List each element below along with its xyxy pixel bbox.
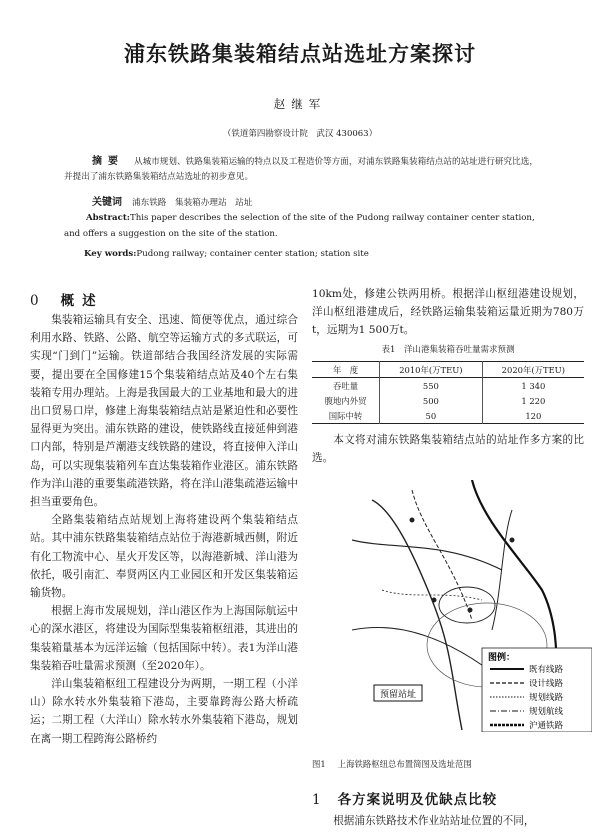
figure-1-caption-text: 上海铁路枢纽总布置简图及选址范围 bbox=[337, 759, 472, 769]
paragraph: 本文将对浦东铁路集装箱结点站的站址作多方案的比选。 bbox=[312, 434, 584, 465]
paper-title: 浦东铁路集装箱结点站选址方案探讨 bbox=[124, 41, 476, 66]
legend-item: 规划线路 bbox=[529, 693, 564, 703]
section-0-number: 0 bbox=[30, 293, 47, 309]
keywords-en bbox=[84, 249, 554, 259]
keywords-en-label: Key words: bbox=[84, 249, 137, 259]
right-column-bottom bbox=[312, 812, 584, 830]
table-cell: 120 bbox=[482, 408, 584, 424]
right-column-top bbox=[312, 285, 584, 340]
keywords-zh bbox=[92, 193, 552, 208]
table-cell: 550 bbox=[380, 378, 483, 394]
station-marker bbox=[410, 518, 415, 523]
figure-1-map bbox=[352, 480, 592, 732]
table-1-caption: 表1 洋山港集装箱吞吐量需求预测 bbox=[381, 345, 515, 355]
legend-item: 规划航线 bbox=[529, 707, 564, 717]
abstract-zh bbox=[64, 154, 542, 185]
legend-item: 既有线路 bbox=[529, 665, 564, 675]
keywords-zh-label: 关键词 bbox=[92, 197, 122, 208]
table-row bbox=[312, 393, 584, 408]
section-1-title: 各方案说明及优缺点比较 bbox=[337, 792, 498, 808]
table-header: 2010年(万TEU) bbox=[380, 362, 483, 378]
abstract-en bbox=[64, 211, 542, 242]
section-1-number: 1 bbox=[312, 792, 322, 808]
section-0-heading bbox=[30, 289, 104, 309]
legend-item: 设计线路 bbox=[529, 679, 564, 689]
paragraph: 洋山集装箱枢纽工程建设分为两期，一期工程（小洋山）除水转水外集装箱下港岛，主要靠跨海公路大桥疏运；二期工程（大洋山）除水转水外集装箱下港岛，规划在离一期工程跨海公路桥约 bbox=[30, 678, 298, 745]
legend-title: 图例： bbox=[488, 653, 516, 663]
paragraph: 全路集装箱结点站规划上海将建设两个集装箱结点站。其中浦东铁路集装箱结点站位于海港新城西侧，附近有化工物流中心、星火开发区等，以海港新城、洋山港为依托，吸引南汇、奉贤两区内工业园区和开发区集装箱运输货物。 bbox=[30, 514, 298, 600]
left-column bbox=[30, 311, 298, 748]
abstract-zh-text: 从城市规划、铁路集装箱运输的特点以及工程造价等方面，对浦东铁路集装箱结点站的站址进行研究比选，并提出了浦东铁路集装箱结点站选址的初步意见。 bbox=[64, 157, 538, 182]
paragraph-continuation: 10km处，修建公铁两用桥。根据洋山枢纽港建设规划，洋山枢纽港建成后，经铁路运输集装箱运量近期为780万t，远期为1 500万t。 bbox=[312, 288, 584, 337]
site-label: 预留站址 bbox=[379, 690, 417, 700]
keywords-en-text: Pudong railway; container center station; station site bbox=[136, 249, 369, 259]
table-cell: 腹地内外贸 bbox=[324, 395, 367, 406]
section-0-title: 概述 bbox=[60, 293, 104, 309]
table-row bbox=[312, 378, 584, 394]
abstract-zh-label: 摘要 bbox=[92, 156, 124, 167]
abstract-en-label: Abstract: bbox=[86, 213, 130, 223]
station-marker bbox=[432, 598, 437, 603]
table-cell: 1 220 bbox=[482, 393, 584, 408]
table-cell: 国际中转 bbox=[328, 410, 363, 421]
legend-item: 沪通铁路 bbox=[529, 721, 564, 731]
station-marker bbox=[468, 608, 473, 613]
affiliation: （铁道第四勘察设计院 武汉 430063） bbox=[222, 129, 378, 139]
keywords-zh-text: 浦东铁路 集装箱办理站 站址 bbox=[132, 198, 253, 208]
table-cell: 500 bbox=[380, 393, 483, 408]
table-cell: 50 bbox=[380, 408, 483, 424]
figure-1-caption bbox=[312, 758, 594, 770]
table-1 bbox=[312, 361, 584, 424]
table-cell: 吞吐量 bbox=[332, 380, 359, 391]
abstract-en-text: This paper describes the selection of the site of the Pudong railway container center station, and offers a suggestion on the site of the station. bbox=[64, 213, 535, 239]
paragraph: 根据上海市发展规划，洋山港区作为上海国际航运中心的深水港区，将建设为国际型集装箱枢纽港，其进出的集装箱量基本为远洋运输（包括国际中转）。表1为洋山港集装箱吞吐量需求预测（至2020年）。 bbox=[30, 605, 298, 672]
station-marker bbox=[510, 538, 515, 543]
right-column-mid bbox=[312, 431, 584, 467]
section-1-heading bbox=[312, 788, 497, 808]
table-header-row bbox=[312, 362, 584, 378]
table-header: 年 度 bbox=[332, 364, 359, 375]
author: 赵继军 bbox=[273, 97, 327, 111]
figure-1-caption-number: 图1 bbox=[312, 759, 326, 769]
paragraph: 根据浦东铁路技术作业站站址位置的不同， bbox=[333, 815, 535, 827]
table-row bbox=[312, 408, 584, 424]
paragraph: 集装箱运输具有安全、迅速、简便等优点，通过综合利用水路、铁路、公路、航空等运输方式的多式联运，可实现“门到门”运输。铁道部结合我国经济发展的实际需要，提出要在全国修建15个集装箱结点站及40个左右集装箱专用办理站。上海是我国最大的工业基地和最大的进出口贸易口岸，修建上海集装箱结点站是紧迫性和必要性显得更为突出。浦东铁路的建设，使铁路线直接延伸到港口内部，特别是芦潮港支线铁路的建设，将直接伸入洋山岛，可以实现集装箱列车直达集装箱作业港区。浦东铁路作为洋山港的重要集疏港铁路，将在洋山港集疏港运输中担当重要角色。 bbox=[30, 314, 298, 509]
table-cell: 1 340 bbox=[482, 378, 584, 394]
table-header: 2020年(万TEU) bbox=[482, 362, 584, 378]
